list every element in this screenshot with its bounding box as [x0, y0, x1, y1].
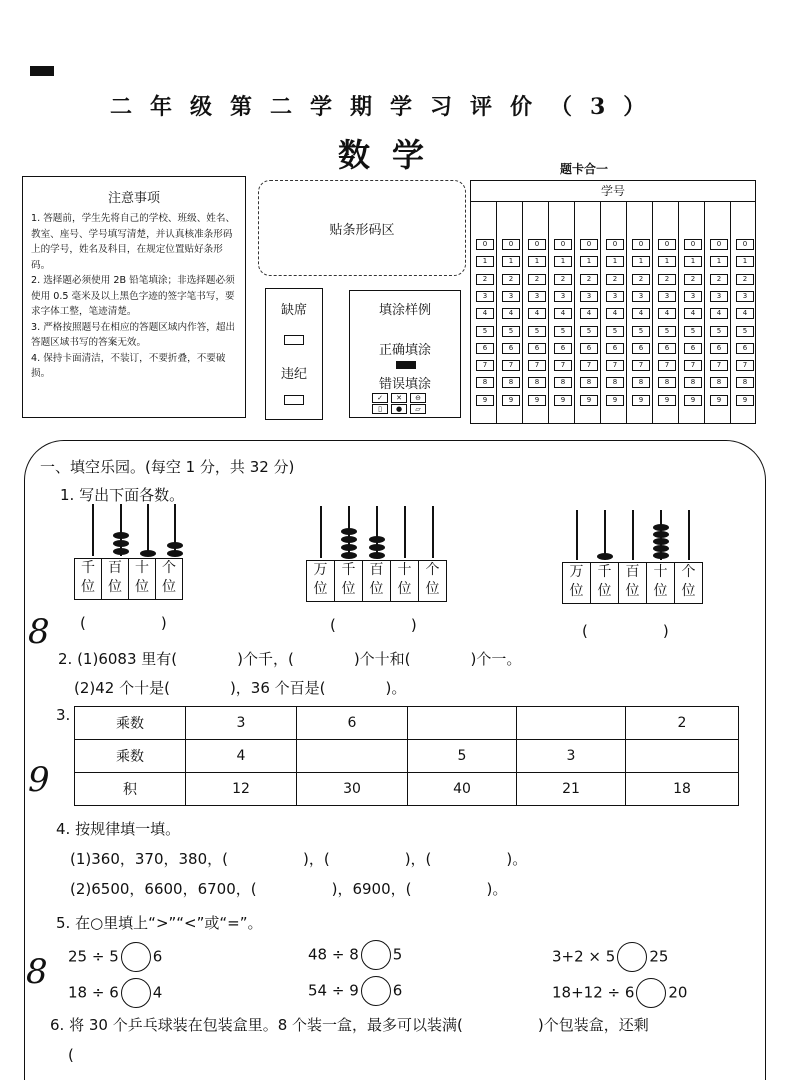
- abacus-bead: [653, 552, 669, 559]
- student-id-bubble[interactable]: 2: [528, 274, 546, 285]
- abacus-rod: [432, 506, 434, 558]
- place-label: 千 位: [591, 563, 619, 603]
- correct-fill-mark: [396, 361, 416, 369]
- student-id-bubble[interactable]: 8: [554, 377, 572, 388]
- abacus-place-row: [562, 562, 703, 604]
- student-id-column: [653, 201, 679, 423]
- abacus-bead: [113, 540, 129, 547]
- student-id-bubble[interactable]: 2: [606, 274, 624, 285]
- student-id-bubble[interactable]: 2: [736, 274, 754, 285]
- notice-box: [22, 176, 246, 418]
- place-label: 十 位: [647, 563, 675, 603]
- attendance-box: [265, 288, 323, 420]
- place-label: 十 位: [129, 559, 156, 599]
- student-id-bubble[interactable]: 0: [736, 239, 754, 250]
- student-id-bubble[interactable]: 5: [684, 326, 702, 337]
- student-id-bubble[interactable]: 1: [710, 256, 728, 267]
- student-id-bubble[interactable]: 8: [580, 377, 598, 388]
- abacus-rod: [632, 510, 634, 560]
- student-id-bubble[interactable]: 3: [710, 291, 728, 302]
- student-id-bubble[interactable]: 0: [710, 239, 728, 250]
- student-id-bubble[interactable]: 5: [710, 326, 728, 337]
- compare-circle[interactable]: [121, 978, 151, 1008]
- wrong-mark: ✕: [391, 393, 407, 403]
- student-id-bubble[interactable]: 3: [684, 291, 702, 302]
- student-id-bubble[interactable]: 7: [710, 360, 728, 371]
- q6-line2[interactable]: (: [68, 1046, 74, 1064]
- student-id-bubble[interactable]: 8: [684, 377, 702, 388]
- student-id-bubble[interactable]: 2: [580, 274, 598, 285]
- student-id-bubble[interactable]: 0: [606, 239, 624, 250]
- student-id-bubble[interactable]: 7: [580, 360, 598, 371]
- student-id-bubble[interactable]: 0: [476, 239, 494, 250]
- student-id-bubble[interactable]: 2: [632, 274, 650, 285]
- student-id-bubble[interactable]: 5: [528, 326, 546, 337]
- table-cell: 30: [297, 773, 408, 806]
- student-id-bubble[interactable]: 6: [476, 343, 494, 354]
- student-id-bubble[interactable]: 0: [684, 239, 702, 250]
- student-id-bubble[interactable]: 2: [476, 274, 494, 285]
- student-id-bubble[interactable]: 1: [476, 256, 494, 267]
- student-id-bubble[interactable]: 8: [658, 377, 676, 388]
- barcode-label: 贴条形码区: [329, 222, 395, 238]
- student-id-bubble[interactable]: 4: [658, 308, 676, 319]
- abacus-bead: [167, 550, 183, 557]
- student-id-bubble[interactable]: 4: [710, 308, 728, 319]
- student-id-bubble[interactable]: 8: [736, 377, 754, 388]
- student-id-bubble[interactable]: 3: [658, 291, 676, 302]
- student-id-bubble[interactable]: 1: [502, 256, 520, 267]
- student-id-bubble[interactable]: 3: [632, 291, 650, 302]
- place-label: 个 位: [681, 564, 696, 599]
- compare-circle[interactable]: [121, 942, 151, 972]
- student-id-bubble[interactable]: 7: [736, 360, 754, 371]
- student-id-bubble[interactable]: 6: [554, 343, 572, 354]
- table-cell[interactable]: [517, 707, 626, 740]
- table-cell: 3: [517, 740, 626, 773]
- table-cell: 乘数: [75, 740, 186, 773]
- student-id-bubble[interactable]: 6: [632, 343, 650, 354]
- section-title: 一、填空乐园。(每空 1 分，共 32 分): [40, 458, 295, 476]
- table-cell: 12: [186, 773, 297, 806]
- notice-item: 3. 严格按照题号在相应的答题区域内作答，超出答题区域书写的答案无效。: [31, 321, 236, 348]
- student-id-bubble[interactable]: 2: [710, 274, 728, 285]
- correct-fill-label: 正确填涂: [378, 343, 431, 358]
- place-label: 个 位: [162, 560, 176, 595]
- abacus-bead: [369, 544, 385, 551]
- student-id-bubble[interactable]: 7: [606, 360, 624, 371]
- student-id-bubble[interactable]: 9: [528, 395, 546, 406]
- student-id-label: 学号: [471, 181, 755, 202]
- page-title: 二年级第二学期学习评价（3）: [110, 94, 664, 120]
- student-id-bubble[interactable]: 8: [606, 377, 624, 388]
- handwritten-score: 8: [26, 952, 48, 992]
- q2-line1[interactable]: 2. (1)6083 里有( )个千，( )个十和( )个一。: [58, 650, 522, 668]
- student-id-bubble[interactable]: 8: [528, 377, 546, 388]
- student-id-bubble[interactable]: 6: [580, 343, 598, 354]
- student-id-bubble[interactable]: 1: [606, 256, 624, 267]
- student-id-bubble[interactable]: 3: [736, 291, 754, 302]
- table-cell[interactable]: [408, 707, 517, 740]
- table-cell: 5: [408, 740, 517, 773]
- barcode-area[interactable]: [258, 180, 466, 276]
- table-cell: 2: [626, 707, 739, 740]
- q4-prompt: 4. 按规律填一填。: [56, 820, 181, 838]
- student-id-bubble[interactable]: 2: [684, 274, 702, 285]
- student-id-bubble[interactable]: 8: [632, 377, 650, 388]
- q4-line2[interactable]: (2)6500，6600，6700，( )，6900，( )。: [70, 880, 508, 898]
- q5-prompt: 5. 在○里填上“>”“<”或“=”。: [56, 914, 263, 932]
- table-cell: 21: [517, 773, 626, 806]
- abacus-bead: [653, 545, 669, 552]
- abacus-bead: [341, 544, 357, 551]
- table-row: [75, 773, 739, 806]
- student-id-bubble[interactable]: 4: [736, 308, 754, 319]
- student-id-bubble[interactable]: 8: [502, 377, 520, 388]
- student-id-bubble[interactable]: 4: [502, 308, 520, 319]
- q2-line2[interactable]: (2)42 个十是( )，36 个百是( )。: [74, 679, 407, 697]
- abacus-place-row: [306, 560, 447, 602]
- student-id-bubble[interactable]: 6: [658, 343, 676, 354]
- student-id-bubble[interactable]: 4: [528, 308, 546, 319]
- compare-circle[interactable]: [361, 976, 391, 1006]
- table-cell[interactable]: [626, 740, 739, 773]
- student-id-bubble[interactable]: 4: [684, 308, 702, 319]
- student-id-bubble[interactable]: 3: [528, 291, 546, 302]
- place-label: 百 位: [619, 563, 647, 603]
- student-id-bubble[interactable]: 1: [554, 256, 572, 267]
- student-id-bubble[interactable]: 5: [580, 326, 598, 337]
- student-id-column: [601, 201, 627, 423]
- abacus-bead: [653, 531, 669, 538]
- abacus-rod: [147, 504, 149, 556]
- place-label: 万 位: [563, 563, 591, 603]
- compare-circle[interactable]: [361, 940, 391, 970]
- student-id-bubble[interactable]: 0: [580, 239, 598, 250]
- student-id-bubble[interactable]: 1: [632, 256, 650, 267]
- table-cell: 乘数: [75, 707, 186, 740]
- table-cell: 40: [408, 773, 517, 806]
- abacus-bead: [113, 548, 129, 555]
- compare-item: 25 ÷ 5 6: [68, 942, 162, 972]
- notice-title: 注意事项: [107, 191, 160, 206]
- abacus-rod: [320, 506, 322, 558]
- notice-item: 4. 保持卡面清洁，不装订，不要折叠，不要破损。: [31, 352, 226, 379]
- q3-number: 3.: [56, 706, 71, 724]
- table-cell: 18: [626, 773, 739, 806]
- student-id-bubble[interactable]: 1: [684, 256, 702, 267]
- student-id-column: [549, 201, 575, 423]
- student-id-column: [523, 201, 549, 423]
- student-id-bubble[interactable]: 8: [476, 377, 494, 388]
- table-cell: 积: [75, 773, 186, 806]
- student-id-bubble[interactable]: 9: [476, 395, 494, 406]
- student-id-bubble[interactable]: 5: [502, 326, 520, 337]
- student-id-bubble[interactable]: 0: [502, 239, 520, 250]
- compare-circle[interactable]: [636, 978, 666, 1008]
- place-label: 千 位: [75, 559, 102, 599]
- student-id-bubble[interactable]: 5: [632, 326, 650, 337]
- student-id-column: [731, 201, 757, 423]
- student-id-column: [471, 201, 497, 423]
- student-id-bubble[interactable]: 4: [476, 308, 494, 319]
- student-id-bubble[interactable]: 5: [554, 326, 572, 337]
- multiplication-table: [74, 706, 739, 806]
- student-id-column: [627, 201, 653, 423]
- violation-checkbox[interactable]: [284, 395, 304, 405]
- abacus-bead: [167, 542, 183, 549]
- place-label: 千 位: [335, 561, 363, 601]
- compare-circle[interactable]: [617, 942, 647, 972]
- abacus-bead: [341, 528, 357, 535]
- student-id-bubble[interactable]: 7: [554, 360, 572, 371]
- student-id-bubble[interactable]: 6: [502, 343, 520, 354]
- student-id-bubble[interactable]: 9: [632, 395, 650, 406]
- student-id-grid: [470, 180, 756, 424]
- student-id-bubble[interactable]: 3: [580, 291, 598, 302]
- student-id-bubble[interactable]: 6: [528, 343, 546, 354]
- abacus-rod: [92, 504, 94, 556]
- student-id-bubble[interactable]: 6: [710, 343, 728, 354]
- student-id-bubble[interactable]: 9: [658, 395, 676, 406]
- place-label: 百 位: [102, 559, 129, 599]
- student-id-bubble[interactable]: 1: [658, 256, 676, 267]
- student-id-bubble[interactable]: 4: [606, 308, 624, 319]
- q1-prompt: 1. 写出下面各数。: [60, 486, 185, 504]
- student-id-column: [575, 201, 601, 423]
- absent-checkbox[interactable]: [284, 335, 304, 345]
- student-id-bubble[interactable]: 2: [502, 274, 520, 285]
- abacus-bead: [369, 552, 385, 559]
- student-id-bubble[interactable]: 9: [710, 395, 728, 406]
- student-id-bubble[interactable]: 7: [528, 360, 546, 371]
- table-row: [75, 740, 739, 773]
- abacus-bead: [597, 553, 613, 560]
- student-id-bubble[interactable]: 1: [528, 256, 546, 267]
- student-id-bubble[interactable]: 0: [528, 239, 546, 250]
- student-id-bubble[interactable]: 0: [632, 239, 650, 250]
- table-cell: 6: [297, 707, 408, 740]
- student-id-bubble[interactable]: 3: [476, 291, 494, 302]
- student-id-bubble[interactable]: 9: [736, 395, 754, 406]
- wrong-mark: ▯: [372, 404, 388, 414]
- abacus-rod: [688, 510, 690, 560]
- handwritten-score: 8: [28, 612, 50, 652]
- notice-item: 1. 答题前，学生先将自己的学校、班级、姓名、教室、座号、学号填写清楚，并认真核准条形码上的学号，姓名及科目，在规定位置贴好条形码。: [31, 213, 236, 271]
- student-id-bubble[interactable]: 1: [736, 256, 754, 267]
- abacus-place-row: [74, 558, 183, 600]
- student-id-bubble[interactable]: 2: [554, 274, 572, 285]
- student-id-bubble[interactable]: 1: [580, 256, 598, 267]
- student-id-bubble[interactable]: 5: [736, 326, 754, 337]
- place-label: 万 位: [307, 561, 335, 601]
- student-id-bubble[interactable]: 9: [554, 395, 572, 406]
- table-cell: 3: [186, 707, 297, 740]
- student-id-bubble[interactable]: 2: [658, 274, 676, 285]
- student-id-bubble[interactable]: 7: [476, 360, 494, 371]
- student-id-bubble[interactable]: 5: [658, 326, 676, 337]
- wrong-mark: ●: [391, 404, 407, 414]
- student-id-bubble[interactable]: 6: [736, 343, 754, 354]
- student-id-bubble[interactable]: 4: [580, 308, 598, 319]
- student-id-bubble[interactable]: 6: [606, 343, 624, 354]
- abacus-bead: [341, 552, 357, 559]
- student-id-bubble[interactable]: 3: [554, 291, 572, 302]
- notice-item: 2. 选择题必须使用 2B 铅笔填涂；非选择题必须使用 0.5 毫米及以上黑色字迹的签字笔书写，要求字体工整，笔迹清楚。: [31, 275, 235, 317]
- table-row: [75, 707, 739, 740]
- place-label: 百 位: [363, 561, 391, 601]
- student-id-bubble[interactable]: 9: [580, 395, 598, 406]
- abacus-bead: [140, 550, 156, 557]
- student-id-bubble[interactable]: 0: [554, 239, 572, 250]
- abacus-bead: [341, 536, 357, 543]
- corner-registration-mark: [30, 66, 54, 76]
- absent-label: 缺席: [280, 303, 307, 318]
- compare-item: 18+12 ÷ 6 20: [552, 978, 687, 1008]
- student-id-bubble[interactable]: 7: [658, 360, 676, 371]
- wrong-fill-marks-row1: [372, 393, 426, 403]
- abacus-bead: [369, 536, 385, 543]
- compare-item: 48 ÷ 8 5: [308, 940, 402, 970]
- q4-line1[interactable]: (1)360，370，380，( )，( )，( )。: [70, 850, 528, 868]
- compare-item: 3+2 × 5 25: [552, 942, 668, 972]
- q6-line1[interactable]: 6. 将 30 个乒乓球装在包装盒里。8 个装一盒，最多可以装满( )个包装盒，还剩: [50, 1016, 649, 1034]
- student-id-bubble[interactable]: 9: [606, 395, 624, 406]
- wrong-fill-label: 错误填涂: [378, 377, 431, 392]
- abacus-rod: [576, 510, 578, 560]
- table-cell: 4: [186, 740, 297, 773]
- student-id-bubble[interactable]: 4: [554, 308, 572, 319]
- student-id-bubble[interactable]: 4: [632, 308, 650, 319]
- student-id-bubble[interactable]: 9: [684, 395, 702, 406]
- fill-sample-box: [349, 290, 461, 418]
- student-id-bubble[interactable]: 5: [606, 326, 624, 337]
- q1-answer-blank[interactable]: ( ): [80, 614, 167, 632]
- wrong-mark: ⊖: [410, 393, 426, 403]
- wrong-mark: ✓: [372, 393, 388, 403]
- student-id-bubble[interactable]: 8: [710, 377, 728, 388]
- violation-label: 违纪: [280, 367, 307, 382]
- handwritten-score: 9: [28, 760, 50, 800]
- student-id-column: [705, 201, 731, 423]
- student-id-bubble[interactable]: 0: [658, 239, 676, 250]
- wrong-fill-marks-row2: [372, 404, 426, 414]
- place-label: 个 位: [425, 562, 440, 597]
- student-id-bubble[interactable]: 5: [476, 326, 494, 337]
- student-id-bubble[interactable]: 7: [632, 360, 650, 371]
- student-id-bubble[interactable]: 3: [606, 291, 624, 302]
- student-id-bubble[interactable]: 7: [684, 360, 702, 371]
- student-id-bubble[interactable]: 3: [502, 291, 520, 302]
- card-type-label: 题卡合一: [560, 162, 609, 176]
- abacus-bead: [653, 524, 669, 531]
- student-id-bubble[interactable]: 6: [684, 343, 702, 354]
- q1-answer-blank[interactable]: ( ): [582, 622, 669, 640]
- q1-answer-blank[interactable]: ( ): [330, 616, 417, 634]
- student-id-column: [679, 201, 705, 423]
- fill-sample-title: 填涂样例: [378, 303, 431, 318]
- compare-item: 18 ÷ 6 4: [68, 978, 162, 1008]
- subject-title: 数学: [338, 136, 447, 174]
- student-id-bubble[interactable]: 9: [502, 395, 520, 406]
- abacus-rod: [404, 506, 406, 558]
- student-id-bubble[interactable]: 7: [502, 360, 520, 371]
- abacus-bead: [653, 538, 669, 545]
- table-cell[interactable]: [297, 740, 408, 773]
- abacus-bead: [113, 532, 129, 539]
- place-label: 十 位: [391, 561, 419, 601]
- wrong-mark: ▱: [410, 404, 426, 414]
- compare-item: 54 ÷ 9 6: [308, 976, 402, 1006]
- student-id-column: [497, 201, 523, 423]
